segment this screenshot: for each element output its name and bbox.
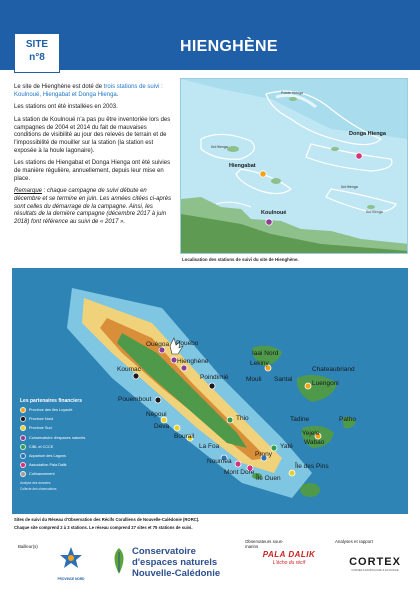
cen-line-3: Nouvelle-Calédonie (132, 568, 221, 579)
legend-label: Conservatoire d'espaces naturels (29, 435, 86, 440)
place-mouli: Mouli (246, 376, 262, 383)
legend-note-analysis: Analyse des données (20, 480, 51, 485)
site-number-badge (14, 33, 60, 73)
station-location-map (180, 78, 408, 254)
pala-dalik-logo (255, 550, 323, 566)
site-label: SITE (25, 39, 49, 50)
legend-label: Aquarium des Lagons (29, 453, 66, 458)
place-iaai: Iaai Nord (252, 350, 279, 357)
legend-item (20, 471, 108, 477)
station-hiengabat-marker (260, 171, 266, 177)
station-map-svg (181, 79, 408, 254)
network-map-subcaption: Chaque site comprend 2 à 3 stations. Le réseau comprend 27 sites et 75 stations de suivi. (14, 525, 193, 530)
legend-label: Province Nord (29, 417, 54, 422)
place-prony: Prony (255, 451, 272, 458)
network-map-caption: Sites de suivi du Réseau d'Observation des Récifs Coralliens de Nouvelle-Calédonie (RORC). (14, 517, 200, 522)
map-label-donga: Donga Hienga (349, 131, 386, 137)
legend-dot-icon (20, 462, 26, 468)
site-number: n°8 (29, 52, 45, 63)
place-yejele: Yejele (302, 430, 320, 437)
place-tadine: Tadine (290, 416, 310, 423)
network-map (12, 268, 408, 514)
legend-label: Province Sud (29, 426, 52, 431)
province-nord-logo (56, 545, 86, 581)
cen-logo (110, 546, 240, 579)
legend-label: Association Pala Dalik (29, 463, 67, 468)
legend-note-collection: Collecte des observations (20, 486, 57, 491)
province-nord-text: PROVINCE NORD (57, 577, 85, 581)
place-bourail: Bourail (174, 433, 195, 440)
legend-dot-icon (20, 416, 26, 422)
legend-label: Province des Iles Loyauté (29, 408, 73, 412)
intro-paragraph-1 (14, 84, 172, 99)
map-label-hiengabat: Hiengabat (229, 163, 256, 169)
province-nord-icon (56, 545, 86, 571)
legend-label: Cofinancement (29, 472, 55, 477)
analysis-label: Analyses et rapport (335, 539, 373, 544)
legend-item (20, 416, 108, 422)
map-label-koulnoue: Koulnoué (261, 210, 287, 216)
station-koulnoue-marker (266, 219, 272, 225)
intro-p1-highlight: trois stations de suivi : Koulnoué, Hiengabat et Donga Hienga (14, 84, 163, 98)
legend-dot-icon (20, 471, 26, 477)
map-label-islet-4: Ilot Hienga (366, 210, 383, 214)
station-donga-marker (356, 153, 362, 159)
cortex-subtitle: CONSEILS EN BIOLOGIE & ECOLOGIE (351, 569, 399, 572)
station-map-caption: Localisation des stations de suivi du site de Hienghène. (182, 257, 299, 262)
legend-dot-icon (20, 407, 26, 413)
cen-line-2: d'espaces naturels (132, 557, 218, 568)
place-ilepins: Île des Pins (295, 463, 329, 470)
funders-label: Bailleur(s) (18, 544, 38, 549)
cen-line-1: Conservatoire (132, 546, 196, 557)
legend-item (20, 462, 108, 468)
remark-text: : chaque campagne de suivi débute en décembre et se termine en juin. Les années citées ci-après sont celles du démarrage de la campagne. Ainsi, les résultats de la dernière campagne (décembre 2017 à juin 2018) font référence au suivi de « 2017 ». (14, 188, 172, 226)
place-patho: Patho (339, 416, 356, 423)
legend-dot-icon (20, 444, 26, 450)
place-ouegoa: Ouégoa (146, 341, 170, 348)
place-montdore: Mont Dore (224, 469, 255, 476)
cortex-title: CORTEX (349, 556, 401, 568)
place-nepoui: Népoui (146, 411, 167, 418)
legend-dot-icon (20, 425, 26, 431)
intro-p1-c: . (116, 91, 119, 98)
place-luengoni: Luengoni (312, 380, 339, 387)
legend-item (20, 407, 108, 413)
partner-legend (20, 398, 108, 491)
map-label-islet-2: Ilot Hienga (211, 145, 228, 149)
observers-label: Observateurs sous-marins (245, 539, 284, 549)
place-deva: Deva (154, 423, 170, 430)
place-thio: Thio (236, 415, 249, 422)
place-yate: Yaté (280, 443, 293, 450)
legend-label: CIBL et CCCE (29, 444, 54, 449)
place-pouebo: Pouébo (176, 340, 199, 347)
place-pouembout: Pouembout (118, 396, 152, 403)
place-hienghene: Hienghène (177, 358, 209, 365)
place-lafoa: La Foa (199, 443, 220, 450)
legend-dot-icon (20, 453, 26, 459)
legend-dot-icon (20, 435, 26, 441)
place-koumac: Koumac (117, 366, 141, 373)
map-label-islet-1: Pointe Hienga (281, 91, 303, 95)
legend-title: Les partenaires financiers (20, 398, 82, 404)
place-noumea: Nouméa (207, 458, 232, 465)
cen-leaf-icon (108, 546, 130, 576)
place-lekiny: Lekiny (250, 360, 269, 367)
pala-dalik-title: PALA DALIK (262, 550, 316, 559)
intro-text (14, 84, 172, 232)
legend-item (20, 444, 108, 450)
intro-paragraph-4: Les stations de Hiengabat et Donga Hienga ont été suivies de manière régulière, annuellement, depuis leur mise en place. (14, 160, 171, 182)
place-poindimie: Poindimié (200, 374, 229, 381)
cortex-logo (340, 556, 410, 572)
pala-dalik-subtitle: L'écho du récif (272, 560, 306, 566)
place-ileouen: Île Ouen (256, 475, 281, 482)
intro-paragraph-3: La station de Koulnoué n'a pas pu être inventoriée lors des campagnes de 2004 et 2014 du fait de mauvaises conditions de visibilité au jour des relevés de terrain et de l'impossibilité de mouiller sur la station (la station est exposée à la houle lagonaire). (14, 117, 171, 154)
place-santal: Santal (274, 376, 293, 383)
page-header (0, 0, 420, 70)
page-title: HIENGHÈNE (180, 38, 278, 55)
remark-label: Remarque (14, 188, 43, 195)
place-wabao: Wabao (304, 439, 325, 446)
map-label-islet-3: Ilot Hienga (341, 185, 358, 189)
legend-item (20, 435, 108, 441)
legend-item (20, 453, 108, 459)
intro-paragraph-2: Les stations ont été installées en 2003. (14, 104, 118, 111)
intro-remark (14, 188, 172, 226)
intro-p1-a: Le site de Hienghène est doté de (14, 84, 104, 90)
place-chateaubriand: Chateaubriand (312, 366, 355, 373)
legend-item (20, 425, 108, 431)
